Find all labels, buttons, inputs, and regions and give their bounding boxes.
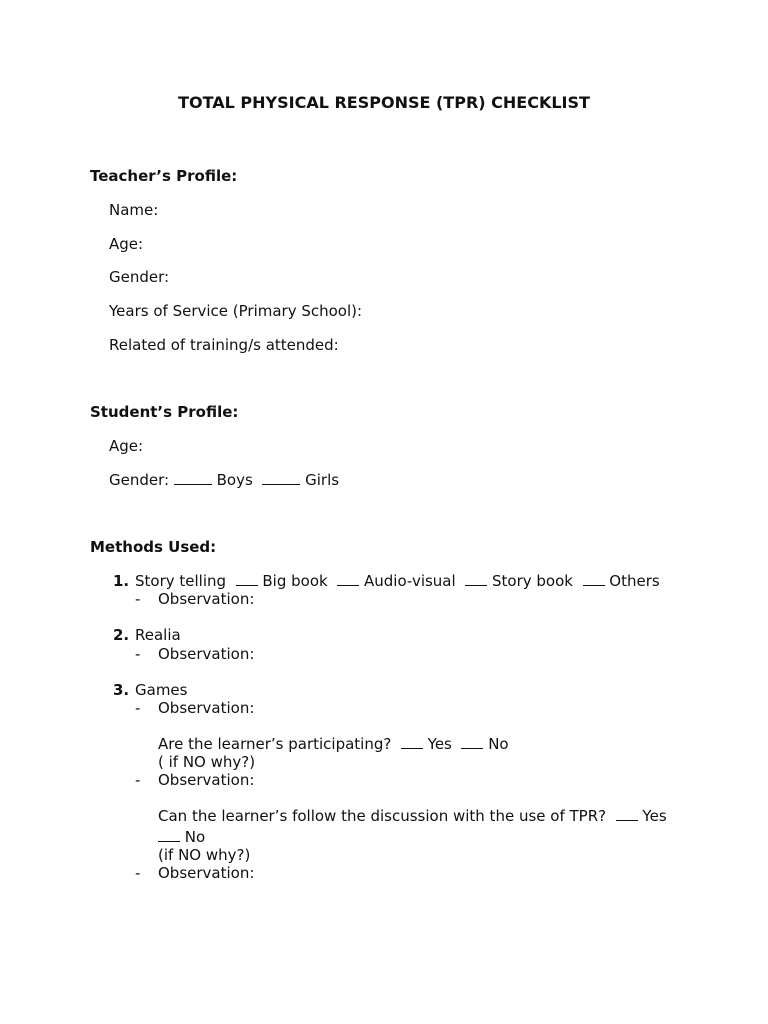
dash: - (135, 864, 141, 882)
girls-label: Girls (305, 471, 340, 489)
dash: - (135, 590, 141, 608)
student-age-label: Age: (109, 437, 144, 455)
follow-why: (if NO why?) (158, 846, 251, 864)
teacher-age-label: Age: (109, 235, 144, 253)
item-1-line (135, 572, 660, 590)
item-1-number: 1. (113, 572, 130, 590)
realia-label: Realia (135, 626, 181, 644)
audio-visual-blank[interactable] (337, 572, 359, 586)
participation-yes-blank[interactable] (401, 735, 423, 749)
dash: - (135, 699, 141, 717)
follow-no-label: No (184, 828, 206, 846)
observation-label: Observation: (158, 699, 255, 717)
audio-visual-label: Audio-visual (364, 572, 456, 590)
participation-why: ( if NO why?) (158, 753, 256, 771)
games-label: Games (135, 681, 188, 699)
methods-heading: Methods Used: (90, 538, 217, 556)
others-label: Others (609, 572, 660, 590)
participation-no-label: No (488, 735, 509, 753)
big-book-label: Big book (262, 572, 328, 590)
participation-no-blank[interactable] (461, 735, 483, 749)
dash: - (135, 771, 141, 789)
teacher-gender-label: Gender: (109, 268, 170, 286)
observation-label: Observation: (158, 590, 255, 608)
participation-yes-label: Yes (427, 735, 452, 753)
big-book-blank[interactable] (236, 572, 258, 586)
follow-no-blank[interactable] (158, 828, 180, 842)
student-gender-line (109, 471, 339, 489)
follow-question: Can the learner’s follow the discussion with the use of TPR? (158, 807, 607, 825)
girls-blank[interactable] (262, 471, 300, 485)
story-telling-label: Story telling (135, 572, 227, 590)
story-book-label: Story book (492, 572, 573, 590)
boys-blank[interactable] (174, 471, 212, 485)
student-profile-heading: Student’s Profile: (90, 403, 239, 421)
observation-label: Observation: (158, 645, 255, 663)
follow-question-line (158, 807, 667, 825)
page-title: TOTAL PHYSICAL RESPONSE (TPR) CHECKLIST (178, 93, 590, 112)
participation-question-line (158, 735, 509, 753)
teacher-years-label: Years of Service (Primary School): (109, 302, 363, 320)
teacher-profile-heading: Teacher’s Profile: (90, 167, 238, 185)
teacher-name-label: Name: (109, 201, 159, 219)
teacher-training-label: Related of training/s attended: (109, 336, 339, 354)
story-book-blank[interactable] (465, 572, 487, 586)
item-2-number: 2. (113, 626, 130, 644)
follow-yes-label: Yes (642, 807, 667, 825)
observation-label: Observation: (158, 864, 255, 882)
item-3-number: 3. (113, 681, 130, 699)
observation-label: Observation: (158, 771, 255, 789)
follow-yes-blank[interactable] (616, 807, 638, 821)
boys-label: Boys (216, 471, 253, 489)
dash: - (135, 645, 141, 663)
participation-question: Are the learner’s participating? (158, 735, 392, 753)
student-gender-label: Gender: (109, 471, 170, 489)
follow-no-line (158, 828, 205, 846)
others-blank[interactable] (583, 572, 605, 586)
